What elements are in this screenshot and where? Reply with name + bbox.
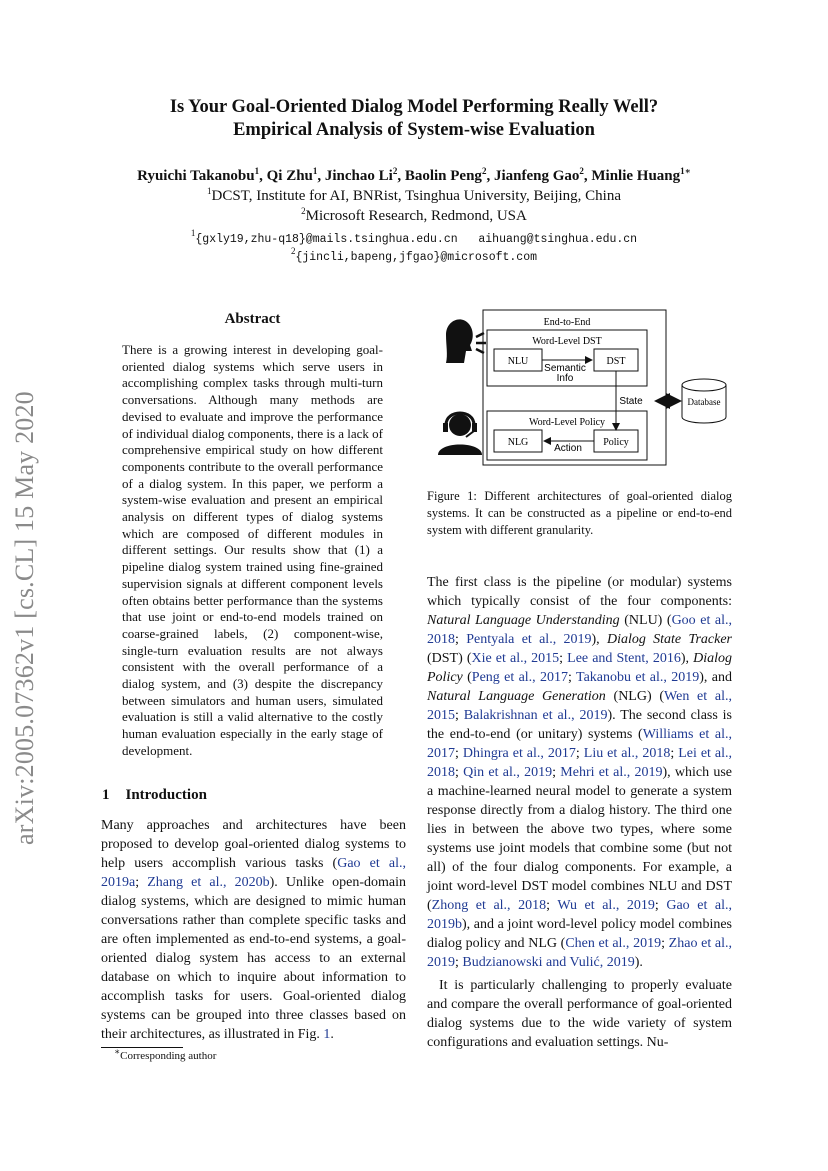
author: Baolin Peng$^2$ <box>404 166 487 184</box>
citation-link[interactable]: Zhao et al., 2019 <box>427 936 732 970</box>
citation-link[interactable]: Gao et al., 2019b <box>427 898 732 932</box>
citation-link[interactable]: Wu et al., 2019 <box>557 898 655 913</box>
citation-link[interactable]: Gao et al., 2019a <box>101 856 407 890</box>
dst-label: DST <box>606 356 626 367</box>
citation-link[interactable]: Wen et al., 2015 <box>427 689 732 723</box>
citation-link[interactable]: Peng et al., 2017 <box>471 670 569 685</box>
semantic-info-label-2: Info <box>556 373 574 384</box>
citation-link[interactable]: Liu et al., 2018 <box>583 746 671 761</box>
intro-paragraph: Many approaches and architectures have been proposed to develop goal-oriented dialog systems to help users accomplish various tasks (Gao et al., 2019a; Zhang et al., 2020b). Unlike open-domain dialog systems, which are designed to mimic human conversations rather than complete specific tasks and are often implemented as end-to-end systems, a goal-oriented dialog system has access to an external database on which to inquire about information to accomplish tasks for users. Goal-oriented dialog systems can be grouped into three classes based on their architectures, as illustrated in Fig. 1. <box>101 818 407 1042</box>
abstract-body: There is a growing interest in developing goal-oriented dialog systems which serve users in accomplishing complex tasks through multi-turn conversations. Although many methods are devised to evaluate and improve the performance of individual dialog components, there is a lack of comprehensive empirical study on how different components contribute to the overall performance of a dialog system. In this paper, we perform a system-wise evaluation and present an empirical analysis on different types of dialog systems which are composed of different modules in different settings. Our results show that (1) a pipeline dialog system trained using fine-grained supervision signals at different component levels often obtains better performance than the systems that use joint or end-to-end models trained on coarse-grained labels, (2) component-wise, single-turn evaluation results are not always consistent with the overall performance of a dialog system, and (3) despite the discrepancy between simulators and human users, simulated evaluation is still a valid alternative to the costly human evaluation especially in the early stage of development. <box>122 342 384 758</box>
citation-link[interactable]: Takanobu et al., 2019 <box>576 670 700 685</box>
title-line-1: Is Your Goal-Oriented Dialog Model Performing Really Well? <box>169 97 659 117</box>
pipeline-paragraph: The first class is the pipeline (or modular) systems which typically consist of the four components: Natural Language Understanding (NLU) (Goo et al., 2018; Pentyala et al., 2019), Dialog State Tracker (DST) (Xie et al., 2015; Lee and Stent, 2016), Dialog Policy (Peng et al., 2017; Takanobu et al., 2019), and Natural Language Generation (NLG) (Wen et al., 2015; Balakrishnan et al., 2019). The second class is the end-to-end (or unitary) systems (Williams et al., 2017; Dhingra et al., 2017; Liu et al., 2018; Lei et al., 2018; Qin et al., 2019; Mehri et al., 2019), which use a machine-learned neural model to generate a system response directly from a dialog history. The third one lies in between the above two types, where some systems use joint models that combine some (but not all) of the four dialog components. For example, a joint word-level DST model combines NLU and DST (Zhong et al., 2018; Wu et al., 2019; Gao et al., 2019b), and a joint word-level policy model combines dialog policy and NLG (Chen et al., 2019; Zhao et al., 2019; Budzianowski and Vulić, 2019). <box>427 575 733 970</box>
word-level-dst-label: Word-Level DST <box>532 336 602 347</box>
email-line-1: $^1${gxly19,zhu-q18}@mails.tsinghua.edu.cn aihuang@tsinghua.edu.cn <box>190 228 638 246</box>
citation-link[interactable]: Chen et al., 2019 <box>565 936 662 951</box>
author: Jianfeng Gao$^2$ <box>493 166 584 184</box>
footnote: ∗Corresponding author <box>114 1046 217 1062</box>
affiliation-1: $^1$DCST, Institute for AI, BNRist, Tsinghua University, Beijing, China <box>207 186 621 204</box>
citation-link[interactable]: Lee and Stent, 2016 <box>567 651 681 666</box>
author: Minlie Huang$^{1∗}$ <box>591 166 691 184</box>
author: Qi Zhu$^1$ <box>266 166 318 184</box>
citation-link[interactable]: Budzianowski and Vulić, 2019 <box>462 955 635 970</box>
action-label: Action <box>554 443 582 454</box>
citation-link[interactable]: Zhang et al., 2020b <box>147 875 270 890</box>
agent-headset-icon <box>438 413 482 455</box>
citation-link[interactable]: Balakrishnan et al., 2019 <box>463 708 608 723</box>
arxiv-identifier: arXiv:2005.07362v1 [cs.CL] 15 May 2020 <box>10 391 39 845</box>
citation-link[interactable]: Qin et al., 2019 <box>463 765 553 780</box>
semantic-info-label: Semantic <box>544 363 586 374</box>
author: Jinchao Li$^2$ <box>324 166 398 184</box>
database-label: Database <box>687 397 721 407</box>
figure-ref-link[interactable]: 1 <box>323 1027 331 1042</box>
state-label: State <box>619 396 643 407</box>
author: Ryuichi Takanobu$^1$ <box>137 166 260 184</box>
citation-link[interactable]: Pentyala et al., 2019 <box>466 632 592 647</box>
nlu-label: NLU <box>507 356 529 367</box>
abstract-heading: Abstract <box>224 311 281 327</box>
evaluation-paragraph: It is particularly challenging to properly evaluate and compare the overall performance of goal-oriented dialog systems due to the wide variety of system configurations and evaluation settings. Nu- <box>427 978 732 1050</box>
section-heading: 1 Introduction <box>102 787 207 803</box>
citation-link[interactable]: Goo et al., 2018 <box>427 613 732 647</box>
policy-label: Policy <box>603 437 629 448</box>
paper-title <box>0 96 828 142</box>
citation-link[interactable]: Mehri et al., 2019 <box>560 765 663 780</box>
citation-link[interactable]: Zhong et al., 2018 <box>431 898 547 913</box>
citation-link[interactable]: Lei et al., 2018 <box>427 746 733 780</box>
author-list: Ryuichi Takanobu$^1$, Qi Zhu$^1$, Jinchao Li$^2$, Baolin Peng$^2$, Jianfeng Gao$^2$, Minlie Huang$^{1∗}$ <box>137 166 691 184</box>
citation-link[interactable]: Xie et al., 2015 <box>471 651 560 666</box>
speaking-user-icon <box>446 319 486 363</box>
nlg-label: NLG <box>507 437 529 448</box>
email-line-2: $^2${jincli,bapeng,jfgao}@microsoft.com <box>290 246 538 264</box>
end-to-end-label: End-to-End <box>543 317 591 328</box>
figure-caption: Figure 1: Different architectures of goal-oriented dialog systems. It can be constructed as a pipeline or end-to-end system with different granularity. <box>427 489 732 537</box>
affiliation-2: $^2$Microsoft Research, Redmond, USA <box>301 206 527 224</box>
citation-link[interactable]: Williams et al., 2017 <box>427 727 732 761</box>
right-column-text <box>427 573 732 1052</box>
citation-link[interactable]: Dhingra et al., 2017 <box>462 746 576 761</box>
title-line-2: Empirical Analysis of System-wise Evaluation <box>233 120 595 140</box>
architecture-figure <box>424 305 744 475</box>
word-level-policy-label: Word-Level Policy <box>528 417 606 428</box>
